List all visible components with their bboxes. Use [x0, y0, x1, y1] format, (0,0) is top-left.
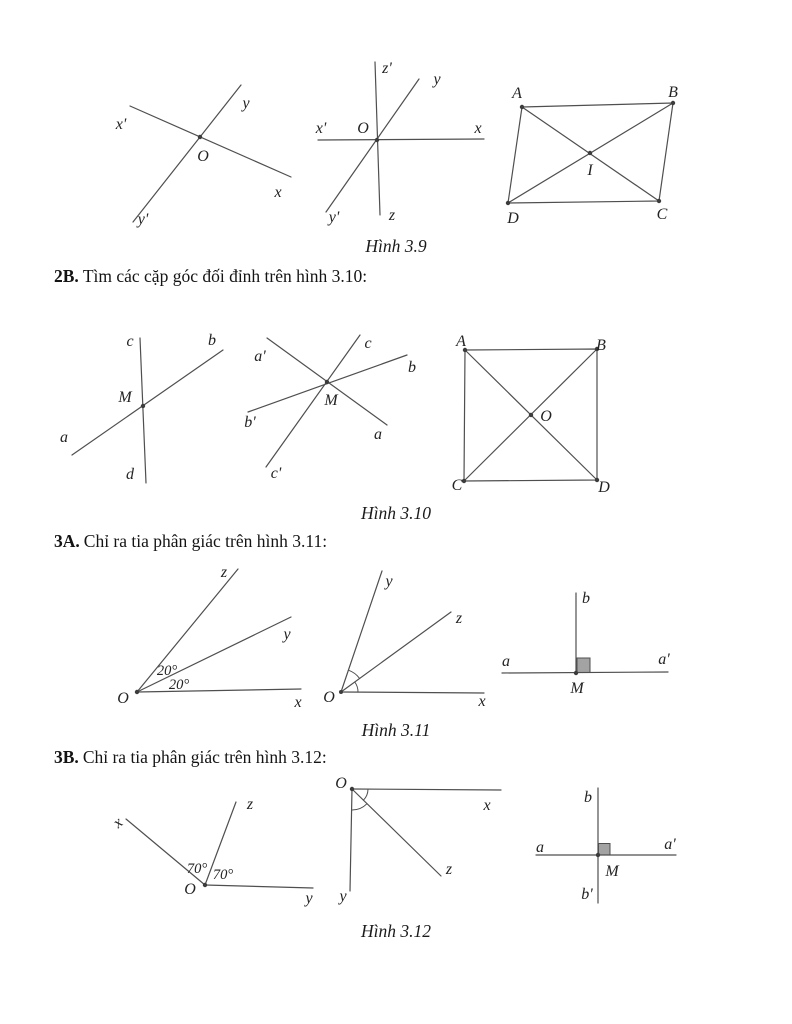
label-x: x: [483, 797, 491, 814]
label-angle-20-upper: 20°: [156, 663, 178, 679]
fig310-diagram-two-lines: [60, 332, 223, 483]
fig311-diagram-bisector-20: [117, 564, 301, 711]
label-x: x: [478, 693, 486, 710]
point-O-dot: [203, 883, 207, 887]
fig39-diagram-three-lines: [315, 60, 484, 226]
problem-3b-text: Chỉ ra tia phân giác trên hình 3.12:: [82, 747, 327, 767]
label-b: b: [208, 332, 216, 349]
label-y-prime: y': [328, 209, 340, 226]
problem-3a-number: 3A.: [54, 531, 80, 551]
point-I-dot: [588, 151, 592, 155]
label-D: D: [598, 479, 610, 496]
right-angle-mark: [577, 658, 590, 673]
ray-Oy: [205, 885, 313, 888]
label-O: O: [357, 120, 369, 137]
label-y: y: [242, 95, 250, 112]
label-b-prime: b': [581, 886, 593, 903]
problem-2b-text: Tìm các cặp góc đối đỉnh trên hình 3.10:: [82, 266, 368, 286]
label-C: C: [451, 477, 463, 494]
vertex-A-dot: [520, 105, 524, 109]
ray-Oy: [341, 571, 382, 692]
label-a-prime: a': [664, 836, 676, 853]
angle-arc-zy: [348, 670, 359, 678]
label-B: B: [596, 337, 606, 354]
line-yprime-y: [133, 85, 241, 222]
problem-3a-text: Chỉ ra tia phân giác trên hình 3.11:: [83, 531, 328, 551]
label-y-prime: y': [137, 211, 149, 228]
label-angle-70-left: 70°: [186, 861, 208, 877]
label-c: c: [364, 335, 372, 352]
line-a-b: [72, 350, 223, 455]
label-x-prime: x': [315, 120, 327, 137]
point-M-dot: [325, 380, 329, 384]
ray-Ox: [341, 692, 484, 693]
caption-fig-3-11: Hình 3.11: [361, 720, 431, 740]
label-O: O: [117, 690, 129, 707]
label-M: M: [118, 389, 132, 406]
label-O: O: [323, 689, 335, 706]
label-y: y: [385, 573, 393, 590]
line-yprime-y: [326, 79, 419, 212]
fig312-diagram-perpendicular-cross: [536, 788, 676, 903]
label-x-prime: x': [115, 116, 127, 133]
label-O: O: [540, 408, 552, 425]
caption-fig-3-10: Hình 3.10: [361, 503, 431, 523]
fig311-diagram-perpendicular: [502, 590, 670, 697]
ray-Ox: [352, 789, 501, 790]
label-a: a: [502, 653, 510, 670]
problem-2b: [54, 266, 367, 287]
ray-Oz: [341, 612, 451, 692]
label-x: x: [474, 120, 482, 137]
label-x: x: [109, 814, 127, 832]
point-O-dot: [350, 787, 354, 791]
label-a: a: [60, 429, 68, 446]
label-z: z: [445, 861, 453, 878]
label-z: z: [246, 796, 254, 813]
label-y: y: [305, 890, 313, 907]
point-O-dot: [135, 690, 139, 694]
point-O-dot: [198, 135, 202, 139]
figure-3-12: [0, 768, 792, 916]
vertex-C-dot: [657, 199, 661, 203]
label-a-prime: a': [254, 348, 266, 365]
label-M: M: [570, 680, 584, 697]
label-M: M: [324, 392, 338, 409]
vertex-B-dot: [671, 101, 675, 105]
vertex-D-dot: [506, 201, 510, 205]
label-angle-70-right: 70°: [212, 867, 234, 883]
fig310-diagram-three-lines: [244, 335, 416, 482]
label-a-prime: a': [658, 651, 670, 668]
caption-fig-3-12: Hình 3.12: [361, 921, 431, 941]
point-M-dot: [141, 404, 145, 408]
line-a-aprime: [502, 672, 668, 673]
label-B: B: [668, 84, 678, 101]
problem-2b-number: 2B.: [54, 266, 79, 286]
label-O: O: [335, 775, 347, 792]
angle-arc-zy: [352, 804, 367, 810]
label-b: b: [584, 789, 592, 806]
label-C: C: [656, 206, 668, 223]
label-angle-20-lower: 20°: [168, 677, 190, 693]
label-M: M: [605, 863, 619, 880]
line-c-d: [140, 338, 146, 483]
angle-arc-xz: [355, 682, 358, 692]
label-I: I: [587, 162, 593, 179]
fig310-diagram-square: [452, 333, 611, 496]
label-a: a: [374, 426, 382, 443]
ray-Oy: [137, 617, 291, 692]
label-c: c: [126, 333, 134, 350]
label-a: a: [536, 839, 544, 856]
line-xprime-x: [130, 106, 291, 177]
ray-Oy: [350, 789, 352, 891]
point-M-dot: [596, 853, 600, 857]
fig311-diagram-bisector-arcs: [323, 571, 485, 710]
problem-3a: [54, 531, 327, 552]
label-y: y: [433, 71, 441, 88]
vertex-C-dot: [462, 479, 466, 483]
ray-Ox: [137, 689, 301, 692]
label-d: d: [126, 466, 134, 483]
caption-fig-3-9: Hình 3.9: [365, 236, 427, 256]
label-A: A: [456, 333, 466, 350]
label-y: y: [339, 888, 347, 905]
fig39-diagram-two-lines: [115, 85, 291, 228]
point-O-dot: [375, 138, 379, 142]
label-y: y: [283, 626, 291, 643]
label-z: z: [455, 610, 463, 627]
line-xprime-x: [318, 139, 484, 140]
label-O: O: [197, 148, 209, 165]
label-x: x: [294, 694, 302, 711]
problem-3b: [54, 747, 327, 768]
label-b-prime: b': [244, 414, 256, 431]
fig39-diagram-quadrilateral: [506, 84, 678, 227]
ray-Oz: [137, 569, 238, 692]
fig312-diagram-bisector-arcs: [335, 775, 501, 905]
figure-3-11: [0, 558, 792, 713]
angle-arc-xz: [363, 789, 368, 800]
problem-3b-number: 3B.: [54, 747, 79, 767]
ray-Oz: [352, 789, 441, 876]
label-x: x: [274, 184, 282, 201]
point-M-dot: [574, 671, 578, 675]
label-O: O: [184, 881, 196, 898]
label-z: z: [220, 564, 228, 581]
right-angle-mark: [599, 844, 611, 856]
label-A: A: [512, 85, 522, 102]
label-D: D: [507, 210, 519, 227]
label-z-prime: z': [382, 60, 392, 77]
label-b: b: [408, 359, 416, 376]
point-O-dot: [339, 690, 343, 694]
fig312-diagram-bisector-70: [109, 796, 313, 907]
figure-3-10: [0, 325, 792, 505]
label-z: z: [388, 207, 396, 224]
label-c-prime: c': [270, 465, 282, 482]
point-O-dot: [529, 413, 533, 417]
label-b: b: [582, 590, 590, 607]
figure-3-9: [0, 50, 792, 240]
